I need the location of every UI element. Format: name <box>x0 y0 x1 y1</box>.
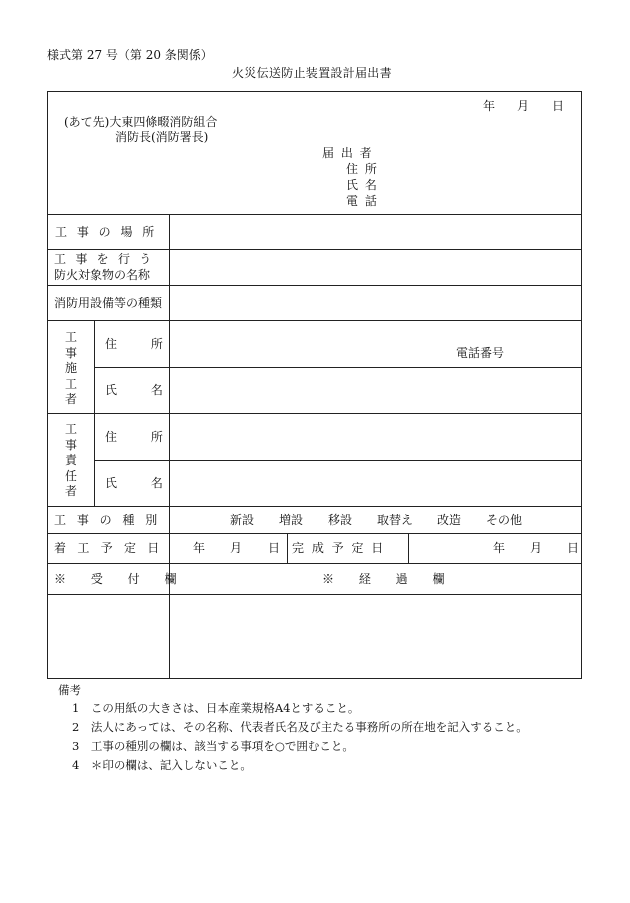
work-location-label: 工 事 の 場 所 <box>55 225 155 239</box>
note-3: 3 工事の種別の欄は、該当する事項を○で囲むこと。 <box>72 739 354 753</box>
date-year: 年 <box>483 99 496 113</box>
start-date-day: 日 <box>268 541 281 555</box>
complete-date-label: 完 成 予 定 日 <box>292 541 384 555</box>
work-kind-modification[interactable]: 改造 <box>437 513 462 527</box>
note-1: 1 この用紙の大きさは、日本産業規格A4とすること。 <box>72 701 360 715</box>
work-kind-extension[interactable]: 増設 <box>279 513 304 527</box>
responsible-address-label: 住 所 <box>105 430 163 444</box>
work-kind-new[interactable]: 新設 <box>230 513 255 527</box>
responsible-name-label: 氏 名 <box>105 476 163 490</box>
notifier-address-label: 住 所 <box>346 162 377 176</box>
contractor-phone-label: 電話番号 <box>456 346 505 360</box>
complete-date-day: 日 <box>567 541 580 555</box>
contractor-label: 工 事 施 工 者 <box>64 330 77 406</box>
reception-label: ※ 受 付 欄 <box>54 572 177 586</box>
start-date-month: 月 <box>230 541 243 555</box>
notifier-label: 届 出 者 <box>322 146 372 160</box>
contractor-name-label: 氏 名 <box>105 383 163 397</box>
note-2: 2 法人にあっては、その名称、代表者氏名及び主たる事務所の所在地を記入すること。 <box>72 720 528 734</box>
target-label-line2: 防火対象物の名称 <box>54 268 151 282</box>
note-4: 4 ＊印の欄は、記入しないこと。 <box>72 758 252 772</box>
complete-date-year: 年 <box>493 541 506 555</box>
work-kind-other[interactable]: その他 <box>486 513 523 527</box>
work-kind-replacement[interactable]: 取替え <box>377 513 414 527</box>
progress-label: ※ 経 過 欄 <box>322 572 445 586</box>
notifier-name-label: 氏 名 <box>346 178 377 192</box>
complete-date-month: 月 <box>530 541 543 555</box>
work-kind-relocation[interactable]: 移設 <box>328 513 353 527</box>
chief: 消防長(消防署長) <box>115 130 209 144</box>
date-day: 日 <box>552 99 565 113</box>
equipment-type-label: 消防用設備等の種類 <box>54 296 163 310</box>
notes-heading: 備考 <box>58 683 81 697</box>
form-title: 火災伝送防止装置設計届出書 <box>232 66 392 80</box>
start-date-label: 着 工 予 定 日 <box>54 541 160 555</box>
form-number: 様式第 27 号（第 20 条関係） <box>47 48 213 62</box>
addressee: (あて先)大東四條畷消防組合 <box>64 115 218 129</box>
work-kind-label: 工 事 の 種 別 <box>54 513 158 527</box>
responsible-label: 工 事 責 任 者 <box>64 422 77 498</box>
notifier-phone-label: 電 話 <box>346 194 377 208</box>
start-date-year: 年 <box>193 541 206 555</box>
date-month: 月 <box>517 99 530 113</box>
contractor-address-label: 住 所 <box>105 337 163 351</box>
target-label-line1: 工 事 を 行 う <box>54 252 152 266</box>
